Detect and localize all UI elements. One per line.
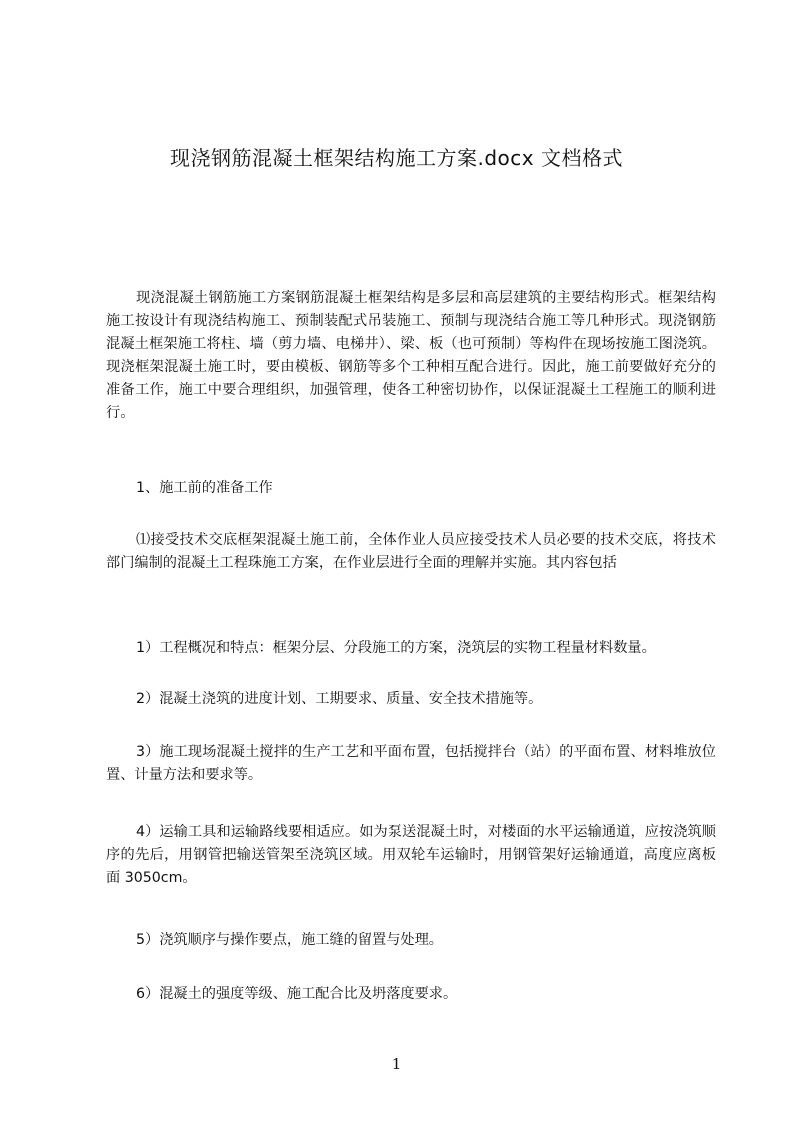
intro-paragraph: 现浇混凝土钢筋施工方案钢筋混凝土框架结构是多层和高层建筑的主要结构形式。框架结构施工按设计有现浇结构施工、预制装配式吊装施工、预制与现浇结合施工等几种形式。现浇钢筋混凝土框架施工将柱、墙（剪力墙、电梯井）、梁、板（也可预制）等构件在现场按施工图浇筑。现浇框架混凝土施工时，要由模板、钢筋等多个工种相互配合进行。因此，施工前要做好充分的准备工作，施工中要合理组织，加强管理，使各工种密切协作，以保证混凝土工程施工的顺利进行。	[106, 290, 716, 421]
document-title: 现浇钢筋混凝土框架结构施工方案.docx 文档格式	[170, 146, 623, 170]
technical-briefing-paragraph: ⑴接受技术交底框架混凝土施工前，全体作业人员应接受技术人员必要的技术交底，将技术部门编制的混凝土工程珠施工方案，在作业层进行全面的理解并实施。其内容包括	[106, 532, 716, 571]
list-item-schedule: 2）混凝土浇筑的进度计划、工期要求、质量、安全技术措施等。	[136, 691, 543, 707]
list-item-transport: 4）运输工具和运输路线要相适应。如为泵送混凝土时，对楼面的水平运输通道，应按浇筑顺序的先后，用钢管把输送管架至浇筑区域。用双轮车运输时，用钢管架好运输通道，高度应离板面 3050cm。	[106, 824, 716, 886]
list-item-project-overview: 1）工程概况和特点：框架分层、分段施工的方案，浇筑层的实物工程量材料数量。	[136, 640, 656, 656]
list-item-mixing-layout: 3）施工现场混凝土搅拌的生产工艺和平面布置，包括搅拌台（站）的平面布置、材料堆放位置、计量方法和要求等。	[106, 744, 716, 783]
list-item-strength-grade: 6）混凝土的强度等级、施工配合比及坍落度要求。	[136, 986, 458, 1002]
page-number: 1	[391, 1055, 402, 1073]
list-item-pouring-sequence: 5）浇筑顺序与操作要点，施工缝的留置与处理。	[136, 932, 443, 948]
section-heading-preparation: 1、施工前的准备工作	[136, 480, 273, 496]
